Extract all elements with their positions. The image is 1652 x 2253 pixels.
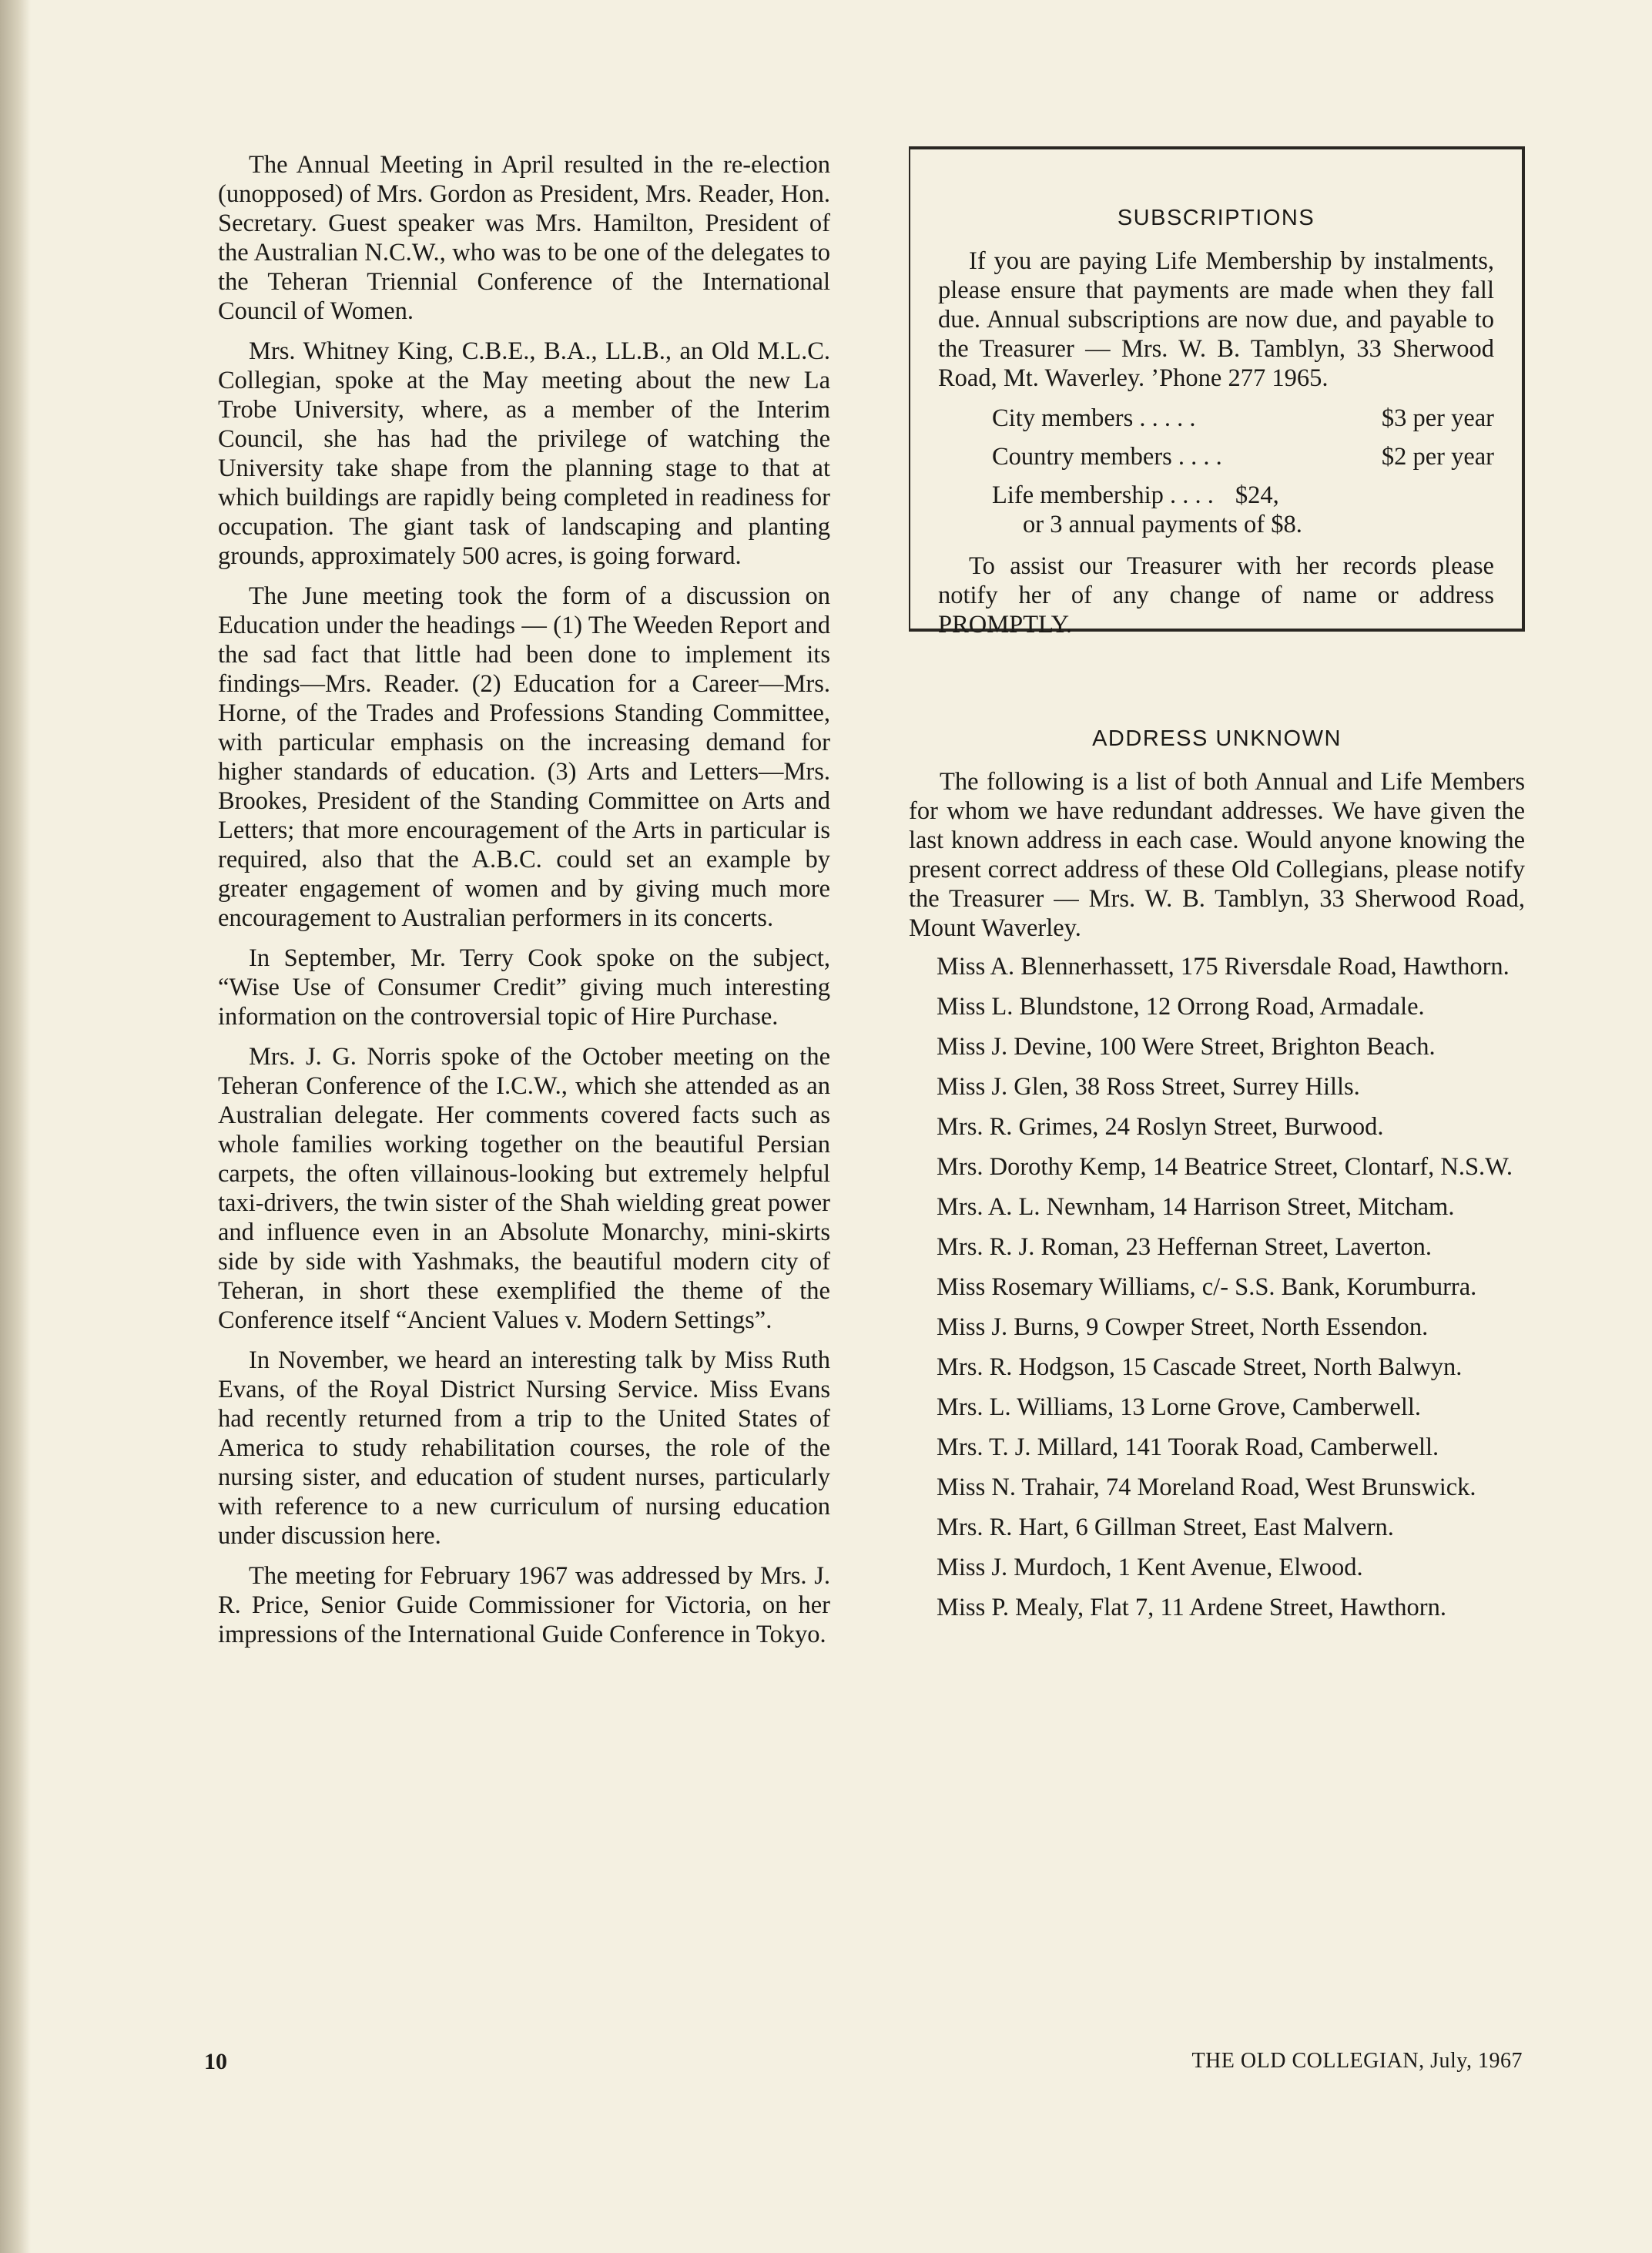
address-unknown-heading: ADDRESS UNKNOWN <box>1092 726 1342 751</box>
paragraph-june-meeting: The June meeting took the form of a discussion on Education under the headings — (1) The Weeden Report and the sad fact that little had been done to implement its findings—Mrs. Reader. (2) Education for a Career—Mrs. Horne, of the Trades and Professions Standing Committee, with particular emphasis on the increasing demand for higher standards of education. (3) Arts and Letters—Mrs. Brookes, President of the Standing Committee on Arts and Letters; that more encouragement of the Arts in particular is required, also that the A.B.C. could set an example by greater engagement of women and by giving much more encouragement to Australian performers in its concerts. <box>218 582 830 932</box>
paragraph-february-meeting: The meeting for February 1967 was addressed by Mrs. J. R. Price, Senior Guide Commissioner for Victoria, on her impressions of the International Guide Conference in Tokyo. <box>218 1562 830 1648</box>
address-entry: Mrs. A. L. Newnham, 14 Harrison Street, Mitcham. <box>937 1193 1455 1221</box>
subscriptions-heading: SUBSCRIPTIONS <box>1117 206 1315 230</box>
address-entry: Mrs. T. J. Millard, 141 Toorak Road, Camberwell. <box>937 1433 1439 1461</box>
address-entry: Mrs. R. J. Roman, 23 Heffernan Street, Laverton. <box>937 1233 1432 1261</box>
address-entry: Mrs. Dorothy Kemp, 14 Beatrice Street, Clontarf, N.S.W. <box>937 1153 1513 1181</box>
rate-label: Country members . . . . <box>992 443 1222 471</box>
address-entry: Miss J. Murdoch, 1 Kent Avenue, Elwood. <box>937 1554 1363 1581</box>
address-entry: Mrs. R. Hodgson, 15 Cascade Street, North Balwyn. <box>937 1353 1463 1381</box>
rate-row <box>938 404 1494 433</box>
paragraph-october-meeting: Mrs. J. G. Norris spoke of the October meeting on the Teheran Conference of the I.C.W., which she attended as an Australian delegate. Her comments covered facts such as whole families working together on the beautiful Persian carpets, the often villainous-looking but extremely helpful taxi-drivers, the twin sister of the Shah wielding great power and influence even in an Absolute Monarchy, mini-skirts side by side with Yashmaks, the beautiful modern city of Teheran, in short these exemplified the theme of the Conference itself “Ancient Values v. Modern Settings”. <box>218 1043 830 1334</box>
rate-row <box>938 442 1494 471</box>
paragraph-may-meeting: Mrs. Whitney King, C.B.E., B.A., LL.B., an Old M.L.C. Collegian, spoke at the May meeting about the new La Trobe University, where, as a member of the Interim Council, she has had the privilege of watching the University take shape from the planning stage to that at which buildings are rapidly being completed in readiness for occupation. The giant task of landscaping and planting grounds, approximately 500 acres, is going forward. <box>218 337 830 570</box>
life-membership-note: or 3 annual payments of $8. <box>1023 511 1302 538</box>
address-entry: Mrs. R. Grimes, 24 Roslyn Street, Burwood. <box>937 1113 1384 1141</box>
rate-label: City members . . . . . <box>992 404 1196 432</box>
address-entry: Miss A. Blennerhassett, 175 Riversdale Road, Hawthorn. <box>937 953 1510 981</box>
subscriptions-box <box>909 146 1525 639</box>
running-footer: THE OLD COLLEGIAN, July, 1967 <box>1191 2049 1523 2073</box>
rate-amount: $24, <box>1235 481 1279 509</box>
address-entry: Miss N. Trahair, 74 Moreland Road, West Brunswick. <box>937 1474 1476 1501</box>
paragraph-annual-meeting: The Annual Meeting in April resulted in the re-election (unopposed) of Mrs. Gordon as President, Mrs. Reader, Hon. Secretary. Guest speaker was Mrs. Hamilton, President of the Australian N.C.W., who was to be one of the delegates to the Teheran Triennial Conference of the International Council of Women. <box>218 151 830 325</box>
rate-row <box>938 481 1494 510</box>
address-entry: Miss J. Burns, 9 Cowper Street, North Essendon. <box>937 1313 1429 1341</box>
page-number: 10 <box>204 2049 227 2074</box>
address-entry: Miss J. Glen, 38 Ross Street, Surrey Hills. <box>937 1073 1360 1101</box>
rate-label: Life membership . . . . <box>992 481 1214 509</box>
address-entry: Miss Rosemary Williams, c/- S.S. Bank, Korumburra. <box>937 1273 1477 1301</box>
address-entry: Miss L. Blundstone, 12 Orrong Road, Armadale. <box>937 993 1425 1021</box>
left-column <box>218 150 830 1660</box>
subscriptions-closing: To assist our Treasurer with her records please notify her of any change of name or address PROMPTLY. <box>938 552 1494 639</box>
rates-table <box>938 404 1494 539</box>
rate-amount: $2 per year <box>1381 443 1494 471</box>
address-entry: Mrs. R. Hart, 6 Gillman Street, East Malvern. <box>937 1514 1394 1541</box>
address-entry: Miss P. Mealy, Flat 7, 11 Ardene Street, Hawthorn. <box>937 1594 1446 1621</box>
address-entry: Miss J. Devine, 100 Were Street, Brighton Beach. <box>937 1033 1436 1061</box>
subscriptions-intro: If you are paying Life Membership by instalments, please ensure that payments are made when they fall due. Annual subscriptions are now due, and payable to the Treasurer — Mrs. W. B. Tamblyn, 33 Sherwood Road, Mt. Waverley. ’Phone 277 1965. <box>938 247 1494 392</box>
address-entry: Mrs. L. Williams, 13 Lorne Grove, Camberwell. <box>937 1393 1422 1421</box>
paragraph-september-meeting: In September, Mr. Terry Cook spoke on the subject, “Wise Use of Consumer Credit” giving much interesting information on the controversial topic of Hire Purchase. <box>218 944 830 1031</box>
right-column <box>909 146 1525 1633</box>
address-unknown-section <box>909 724 1525 1622</box>
paragraph-november-meeting: In November, we heard an interesting talk by Miss Ruth Evans, of the Royal District Nursing Service. Miss Evans had recently returned from a trip to the United States of America to study rehabilitation courses, the role of the nursing sister, and education of student nurses, particularly with reference to a new curriculum of nursing education under discussion here. <box>218 1346 830 1550</box>
rate-amount: $3 per year <box>1381 404 1494 432</box>
address-unknown-intro: The following is a list of both Annual and Life Members for whom we have redundant addresses. We have given the last known address in each case. Would anyone knowing the present correct address of these Old Collegians, please notify the Treasurer — Mrs. W. B. Tamblyn, 33 Sherwood Road, Mount Waverley. <box>909 768 1525 942</box>
